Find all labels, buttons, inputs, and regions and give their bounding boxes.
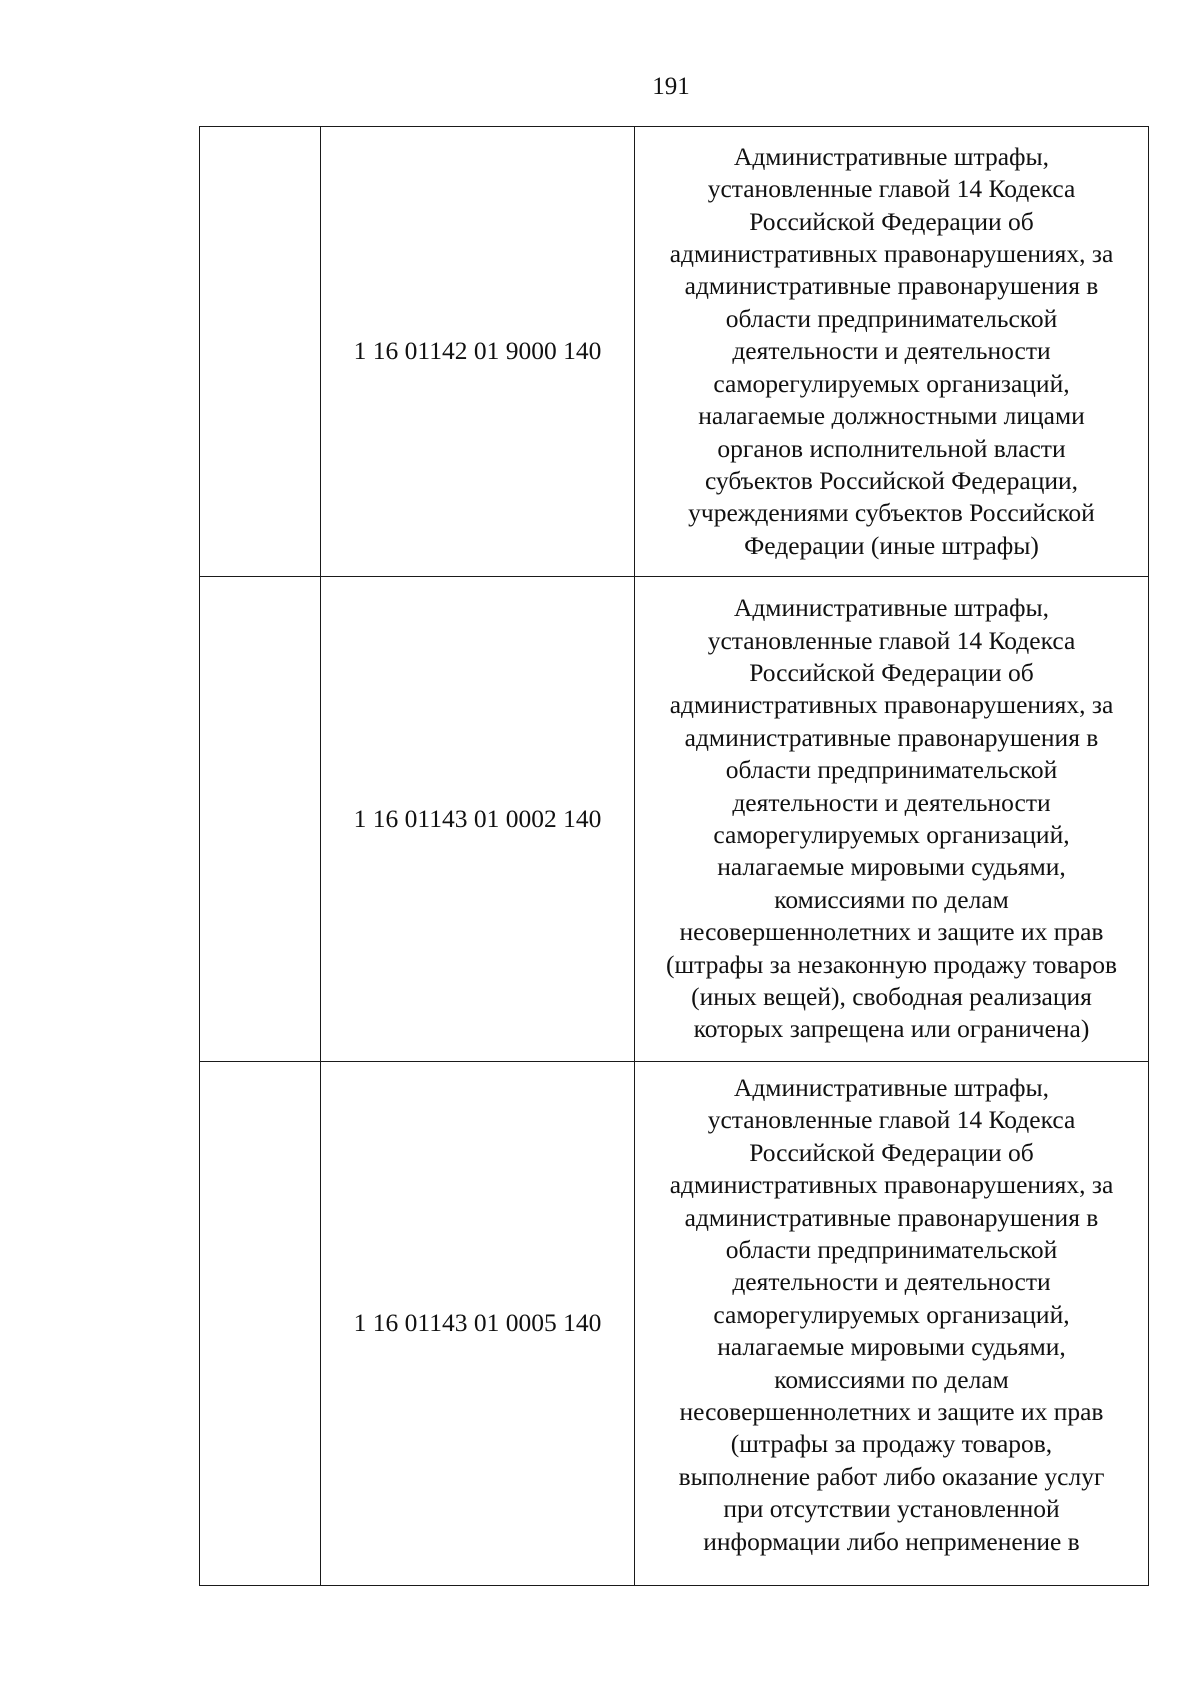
description-line: деятельности и деятельности: [732, 787, 1051, 817]
description-line: Российской Федерации об: [749, 1137, 1034, 1167]
budget-code-cell: 1 16 01143 01 0002 140: [321, 577, 635, 1062]
page-number: 191: [652, 73, 690, 100]
description-line: Административные штрафы,: [733, 593, 1050, 623]
description-line: деятельности и деятельности: [732, 1267, 1051, 1297]
description-line: деятельности и деятельности: [732, 336, 1051, 366]
description-cell: [635, 1062, 1149, 1586]
first-column-cell: [200, 127, 321, 577]
description-line: установленные главой 14 Кодекса: [707, 625, 1076, 655]
budget-code-cell: 1 16 01142 01 9000 140: [321, 127, 635, 577]
description-line: Административные штрафы,: [733, 1073, 1050, 1102]
description-line: налагаемые должностными лицами: [698, 401, 1085, 431]
description-line: информации либо неприменение в: [703, 1526, 1080, 1556]
description-line: Федерации (иные штрафы): [744, 530, 1039, 560]
description-line: области предпринимательской: [725, 303, 1058, 333]
budget-classification-table: [199, 126, 1149, 1586]
table-row: [200, 127, 1149, 577]
description-line: несовершеннолетних и защите их прав: [679, 1397, 1104, 1427]
description-line: при отсутствии установленной: [723, 1494, 1060, 1524]
description-cell: [635, 577, 1149, 1062]
description-line: установленные главой 14 Кодекса: [707, 174, 1076, 204]
description-cell: [635, 127, 1149, 577]
description-line: (иных вещей), свободная реализация: [691, 982, 1092, 1012]
description-line: (штрафы за продажу товаров,: [730, 1429, 1053, 1459]
description-line: учреждениями субъектов Российской: [688, 498, 1095, 528]
description-line: административных правонарушениях, за: [669, 239, 1114, 269]
description-line: Административные штрафы,: [733, 141, 1050, 171]
description-line: субъектов Российской Федерации,: [704, 465, 1079, 495]
description-line: несовершеннолетних и защите их прав: [679, 917, 1104, 947]
description-line: саморегулируемых организаций,: [713, 1299, 1070, 1329]
description-line: установленные главой 14 Кодекса: [707, 1105, 1076, 1135]
description-line: области предпринимательской: [725, 1235, 1058, 1265]
budget-code-cell: 1 16 01143 01 0005 140: [321, 1062, 635, 1586]
table-row: [200, 577, 1149, 1062]
description-line: саморегулируемых организаций,: [713, 820, 1070, 849]
description-line: административных правонарушениях, за: [669, 690, 1114, 720]
table-row: [200, 1062, 1149, 1586]
description-line: комиссиями по делам: [774, 1364, 1009, 1394]
description-line: органов исполнительной власти: [717, 433, 1066, 463]
description-line: административные правонарушения в: [684, 271, 1099, 301]
description-line: саморегулируемых организаций,: [713, 368, 1070, 398]
description-line: которых запрещена или ограничена): [693, 1014, 1090, 1044]
description-line: налагаемые мировыми судьями,: [717, 852, 1066, 882]
description-line: налагаемые мировыми судьями,: [717, 1332, 1066, 1362]
description-line: Российской Федерации об: [749, 657, 1034, 687]
description-line: административных правонарушениях, за: [669, 1170, 1114, 1200]
description-line: Российской Федерации об: [749, 206, 1034, 236]
description-line: выполнение работ либо оказание услуг: [678, 1461, 1105, 1491]
description-line: административные правонарушения в: [684, 722, 1099, 752]
first-column-cell: [200, 577, 321, 1062]
description-line: (штрафы за незаконную продажу товаров: [666, 949, 1117, 979]
description-line: комиссиями по делам: [774, 884, 1009, 914]
description-line: административные правонарушения в: [684, 1202, 1099, 1232]
description-line: области предпринимательской: [725, 755, 1058, 785]
first-column-cell: [200, 1062, 321, 1586]
